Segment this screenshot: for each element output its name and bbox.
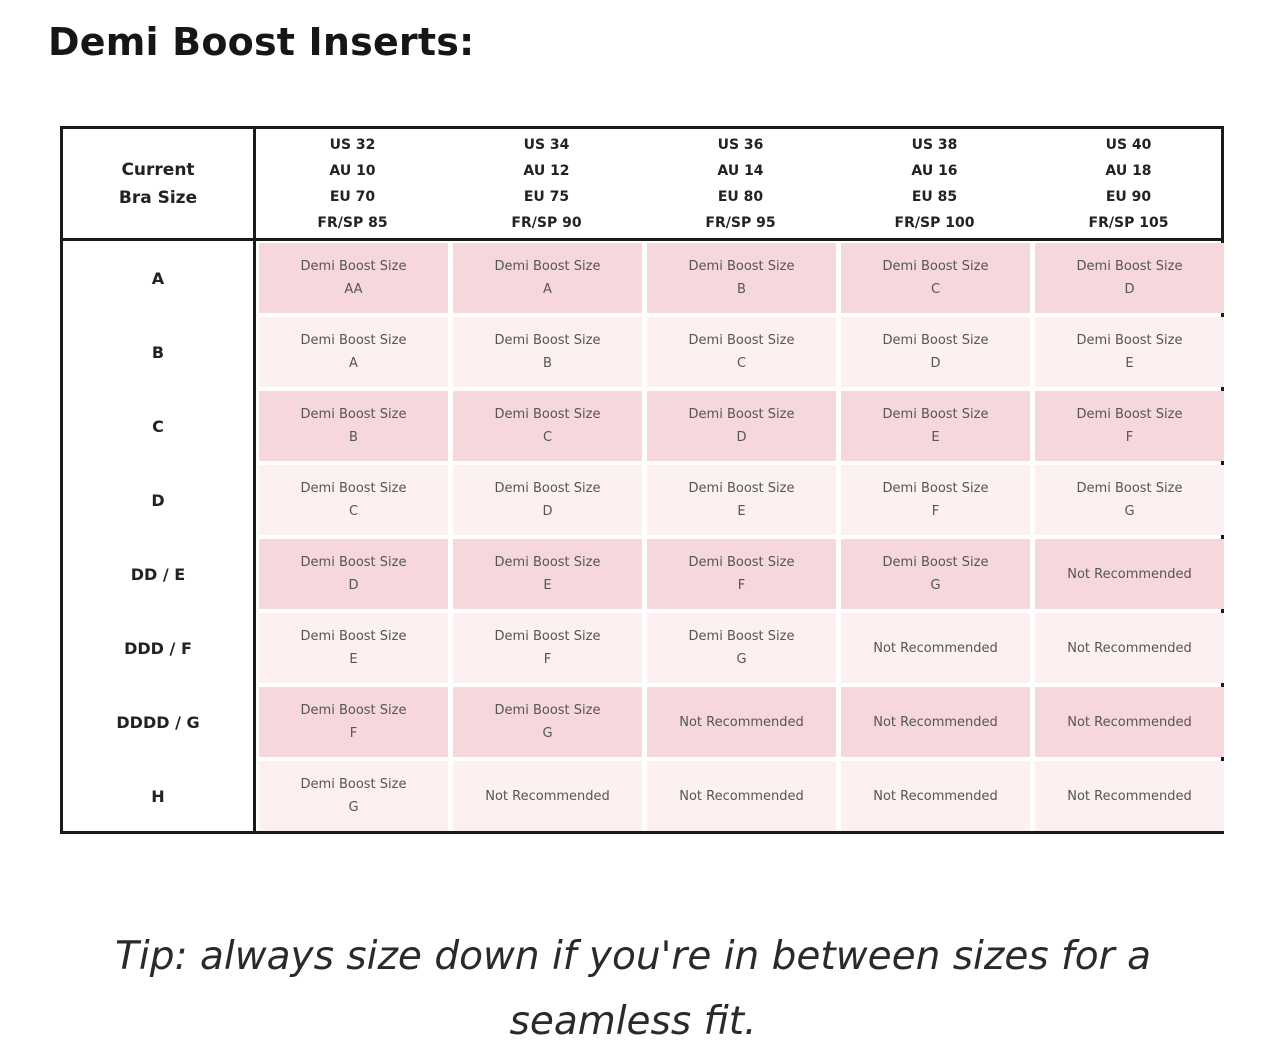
- column-header-line: US 40: [1105, 136, 1152, 153]
- column-header: [1032, 129, 1225, 238]
- cell-text: Demi Boost Size: [688, 407, 795, 422]
- page-title: Demi Boost Inserts:: [48, 20, 475, 64]
- cell-text: Demi Boost Size: [300, 481, 407, 496]
- table-cell: [647, 465, 836, 535]
- table-cell: [453, 243, 642, 313]
- corner-header-line: Current: [121, 159, 195, 180]
- table-cell: [841, 317, 1030, 387]
- column-header-line: EU 70: [329, 188, 376, 205]
- tip-line: seamless fit.: [509, 999, 757, 1044]
- table-cell: [841, 687, 1030, 757]
- cell-text: AA: [344, 282, 363, 297]
- cell-text: Demi Boost Size: [494, 703, 601, 718]
- column-header-line: AU 16: [911, 162, 958, 179]
- column-header-line: EU 75: [523, 188, 570, 205]
- cell-text: B: [349, 430, 358, 445]
- cell-text: Demi Boost Size: [494, 481, 601, 496]
- table-cell: [1035, 317, 1224, 387]
- table-cell: [841, 613, 1030, 683]
- cell-text: G: [1124, 504, 1135, 519]
- cell-text: Demi Boost Size: [300, 333, 407, 348]
- cell-text: D: [1124, 282, 1135, 297]
- table-cell: [1035, 613, 1224, 683]
- table-cell: [259, 465, 448, 535]
- row-label: H: [151, 786, 165, 806]
- cell-text: Demi Boost Size: [1076, 333, 1183, 348]
- table-cell: [259, 761, 448, 831]
- table-cell: [841, 761, 1030, 831]
- cell-text: Demi Boost Size: [1076, 481, 1183, 496]
- cell-text: Not Recommended: [1067, 788, 1192, 804]
- cell-text: F: [543, 652, 552, 667]
- row-label: DDD / F: [124, 638, 192, 658]
- cell-text: G: [542, 726, 553, 741]
- cell-text: Demi Boost Size: [882, 259, 989, 274]
- table-cell: [841, 539, 1030, 609]
- row-label: A: [151, 268, 165, 288]
- table-cell: [841, 391, 1030, 461]
- cell-text: A: [543, 282, 552, 297]
- column-header: [256, 129, 449, 238]
- tip-text: [0, 924, 1266, 1054]
- column-header-line: FR/SP 90: [511, 214, 582, 231]
- cell-text: Demi Boost Size: [300, 777, 407, 792]
- cell-text: Demi Boost Size: [494, 333, 601, 348]
- cell-text: Not Recommended: [873, 714, 998, 730]
- table-cell: [647, 613, 836, 683]
- cell-text: Demi Boost Size: [688, 333, 795, 348]
- cell-text: Demi Boost Size: [300, 555, 407, 570]
- row-label: B: [151, 342, 165, 362]
- column-header: [644, 129, 837, 238]
- cell-text: D: [542, 504, 553, 519]
- cell-text: Demi Boost Size: [882, 333, 989, 348]
- column-header-line: US 38: [911, 136, 958, 153]
- column-header-line: EU 90: [1105, 188, 1152, 205]
- table-cell: [453, 539, 642, 609]
- cell-text: Demi Boost Size: [494, 259, 601, 274]
- cell-text: E: [349, 652, 358, 667]
- column-header-line: FR/SP 105: [1088, 214, 1169, 231]
- column-header-line: US 32: [329, 136, 376, 153]
- column-header-line: AU 18: [1105, 162, 1152, 179]
- table-cell: [647, 539, 836, 609]
- table-cell: [1035, 243, 1224, 313]
- table-cell: [1035, 465, 1224, 535]
- cell-text: Demi Boost Size: [1076, 407, 1183, 422]
- cell-text: Not Recommended: [485, 788, 610, 804]
- cell-text: C: [348, 504, 359, 519]
- cell-text: A: [349, 356, 358, 371]
- cell-text: Not Recommended: [1067, 640, 1192, 656]
- cell-text: Demi Boost Size: [300, 259, 407, 274]
- tip-line: Tip: always size down if you're in between sizes for a: [115, 934, 1151, 979]
- cell-text: Demi Boost Size: [300, 407, 407, 422]
- table-cell: [647, 317, 836, 387]
- cell-text: Demi Boost Size: [494, 629, 601, 644]
- column-header-line: FR/SP 95: [705, 214, 776, 231]
- cell-text: C: [930, 282, 941, 297]
- cell-text: Not Recommended: [679, 714, 804, 730]
- cell-text: Demi Boost Size: [300, 629, 407, 644]
- cell-text: Not Recommended: [1067, 566, 1192, 582]
- cell-text: Demi Boost Size: [882, 481, 989, 496]
- column-header-line: EU 85: [911, 188, 958, 205]
- cell-text: D: [930, 356, 941, 371]
- cell-text: G: [930, 578, 941, 593]
- cell-text: F: [349, 726, 358, 741]
- cell-text: Demi Boost Size: [882, 407, 989, 422]
- cell-text: G: [736, 652, 747, 667]
- table-cell: [453, 687, 642, 757]
- table-cell: [259, 539, 448, 609]
- cell-text: Not Recommended: [873, 640, 998, 656]
- cell-text: Demi Boost Size: [882, 555, 989, 570]
- column-header-line: EU 80: [717, 188, 764, 205]
- corner-header: [63, 129, 256, 238]
- table-cell: [453, 761, 642, 831]
- cell-text: F: [1125, 430, 1134, 445]
- table-cell: [841, 465, 1030, 535]
- column-header-line: US 34: [523, 136, 570, 153]
- row-label: DDDD / G: [116, 712, 200, 732]
- cell-text: E: [543, 578, 552, 593]
- cell-text: C: [736, 356, 747, 371]
- table-cell: [453, 465, 642, 535]
- table-body: [63, 241, 1221, 831]
- table-cell: [1035, 687, 1224, 757]
- table-cell: [259, 687, 448, 757]
- column-header-line: AU 14: [717, 162, 764, 179]
- cell-text: E: [737, 504, 746, 519]
- column-header-line: US 36: [717, 136, 764, 153]
- cell-text: Demi Boost Size: [688, 259, 795, 274]
- cell-text: F: [737, 578, 746, 593]
- cell-text: G: [348, 800, 359, 815]
- table-cell: [647, 243, 836, 313]
- row-label: D: [151, 490, 165, 510]
- cell-text: Demi Boost Size: [688, 481, 795, 496]
- table-cell: [647, 687, 836, 757]
- cell-text: F: [931, 504, 940, 519]
- column-header-line: AU 12: [523, 162, 570, 179]
- cell-text: Demi Boost Size: [1076, 259, 1183, 274]
- column-header-line: FR/SP 85: [317, 214, 388, 231]
- table-cell: [453, 613, 642, 683]
- table-cell: [259, 613, 448, 683]
- table-header-row: [63, 129, 1221, 241]
- column-header: [450, 129, 643, 238]
- cell-text: Demi Boost Size: [494, 407, 601, 422]
- column-header: [838, 129, 1031, 238]
- table-cell: [841, 243, 1030, 313]
- corner-header-line: Bra Size: [118, 187, 198, 208]
- table-cell: [259, 243, 448, 313]
- table-cell: [453, 317, 642, 387]
- cell-text: Demi Boost Size: [300, 703, 407, 718]
- table-cell: [1035, 539, 1224, 609]
- column-header-line: FR/SP 100: [894, 214, 975, 231]
- table-cell: [1035, 391, 1224, 461]
- row-label: C: [152, 416, 164, 436]
- cell-text: B: [543, 356, 552, 371]
- cell-text: B: [737, 282, 746, 297]
- table-cell: [647, 391, 836, 461]
- cell-text: E: [931, 430, 940, 445]
- cell-text: Demi Boost Size: [688, 629, 795, 644]
- cell-text: Demi Boost Size: [688, 555, 795, 570]
- cell-text: C: [542, 430, 553, 445]
- cell-text: Demi Boost Size: [494, 555, 601, 570]
- table-cell: [453, 391, 642, 461]
- row-label-column: [63, 241, 256, 831]
- cell-text: Not Recommended: [873, 788, 998, 804]
- table-cell: [1035, 761, 1224, 831]
- cell-text: Not Recommended: [1067, 714, 1192, 730]
- size-chart-table: [60, 126, 1224, 834]
- cell-text: Not Recommended: [679, 788, 804, 804]
- cell-text: D: [348, 578, 359, 593]
- table-cell: [259, 391, 448, 461]
- cell-text: E: [1125, 356, 1134, 371]
- column-header-line: AU 10: [329, 162, 376, 179]
- table-cell: [259, 317, 448, 387]
- table-cell: [647, 761, 836, 831]
- cell-text: D: [736, 430, 747, 445]
- row-label: DD / E: [130, 564, 186, 584]
